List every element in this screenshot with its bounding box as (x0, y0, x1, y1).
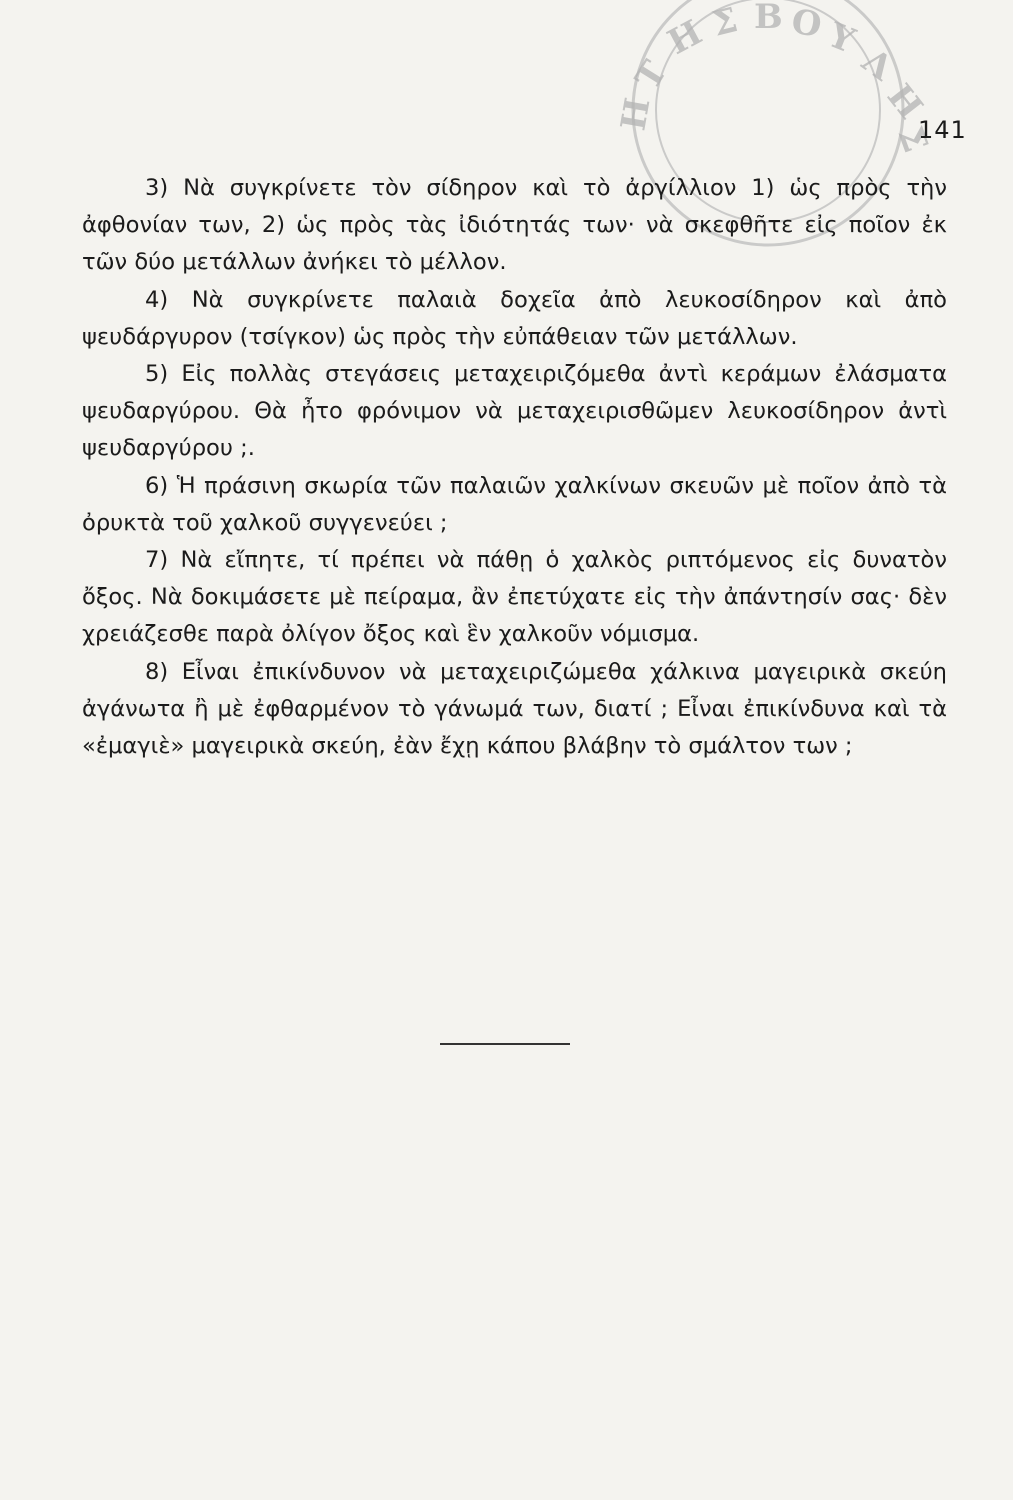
question-4: 4) Νὰ συγκρίνετε παλαιὰ δοχεῖα ἀπὸ λευκοσίδηρον καὶ ἀπὸ ψευδάργυρον (τσίγκον) ὡς πρὸς τὴν εὐπάθειαν τῶν μετάλλων. (82, 286, 947, 350)
svg-text:Η: Η (661, 12, 709, 63)
question-6: 6) Ἡ πράσινη σκωρία τῶν παλαιῶν χαλκίνων σκευῶν μὲ ποῖον ἀπὸ τὰ ὀρυκτὰ τοῦ χαλκοῦ συγγενεύει ; (82, 472, 947, 536)
svg-text:Σ: Σ (708, 0, 742, 45)
svg-text:Η: Η (613, 94, 659, 134)
svg-text:Σ: Σ (889, 121, 936, 158)
page-number: 141 (918, 116, 967, 144)
svg-text:Τ: Τ (627, 54, 676, 97)
question-8: 8) Εἶναι ἐπικίνδυνον νὰ μεταχειριζώμεθα χάλκινα μαγειρικὰ σκεύη ἀγάνωτα ἢ μὲ ἐφθαρμένον τὸ γάνωμά των, διατί ; Εἶναι ἐπικίνδυνα καὶ τὰ «ἐμαγιὲ» μαγειρικὰ σκεύη, ἐὰν ἔχῃ κάπου βλάβην τὸ σμάλτον των ; (82, 658, 947, 760)
question-7: 7) Νὰ εἴπητε, τί πρέπει νὰ πάθῃ ὁ χαλκὸς ριπτόμενος εἰς δυνατὸν ὄξος. Νὰ δοκιμάσετε μὲ πείραμα, ἂν ἐπετύχατε εἰς τὴν ἀπάντησίν σας· δὲν χρειάζεσθε παρὰ ὀλίγον ὄξος καὶ ἓν χαλκοῦν νόμισμα. (82, 547, 947, 648)
svg-text:Η: Η (878, 76, 931, 127)
svg-text:Υ: Υ (822, 15, 861, 62)
question-3: 3) Νὰ συγκρίνετε τὸν σίδηρον καὶ τὸ ἀργίλλιον 1) ὡς πρὸς τὴν ἀφθονίαν των, 2) ὡς πρὸς τὰς ἰδιότητάς των· νὰ σκεφθῆτε εἰς ποῖον ἐκ τῶν δύο μετάλλων ἀνήκει τὸ μέλλον. (82, 175, 947, 276)
section-divider (440, 1043, 570, 1045)
svg-text:Ο: Ο (788, 1, 825, 47)
svg-text:Β: Β (754, 0, 783, 37)
svg-text:Λ: Λ (854, 40, 900, 89)
question-5: 5) Εἰς πολλὰς στεγάσεις μεταχειριζόμεθα ἀντὶ κεράμων ἐλάσματα ψευδαργύρου. Θὰ ἦτο φρόνιμον νὰ μεταχειρισθῶμεν λευκοσίδηρον ἀντὶ ψευδαργύρου ;. (82, 361, 947, 462)
exercise-questions (82, 170, 947, 765)
